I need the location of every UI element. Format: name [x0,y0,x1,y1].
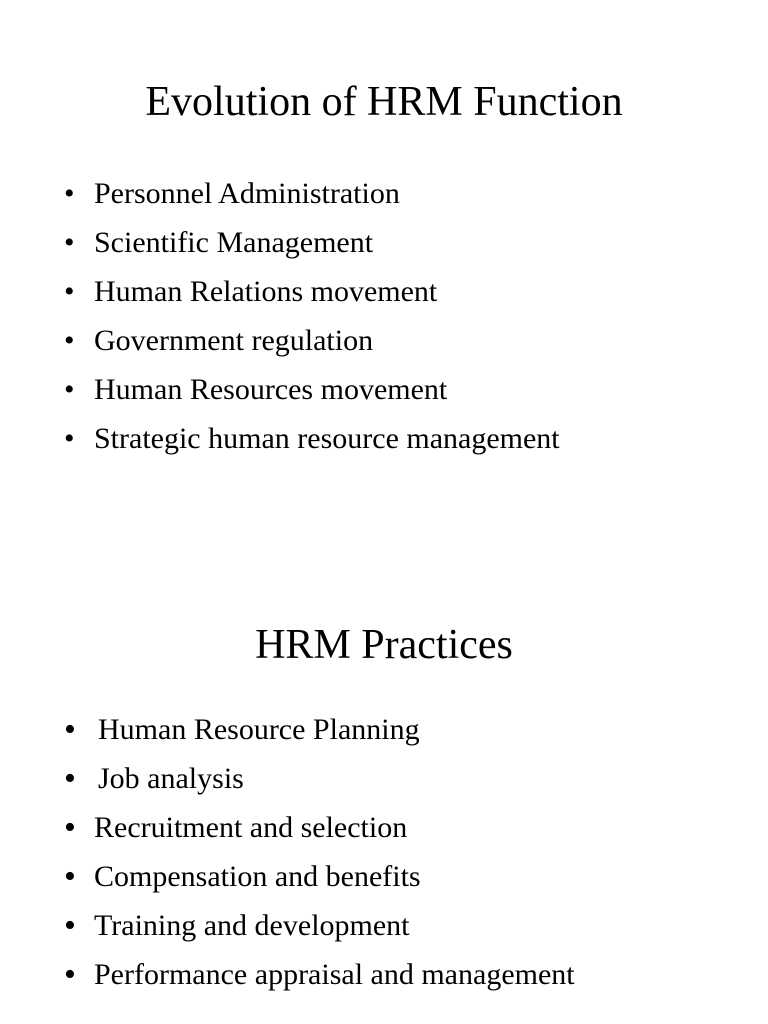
list-item-text: Human Resource Planning [98,713,420,746]
list-item [0,365,768,414]
list-item-text: Human Relations movement [94,275,438,308]
bullet-icon: • [64,177,75,210]
slide-hrm-practices [0,512,768,1024]
list-item [0,803,768,852]
list-item [0,169,768,218]
bullet-icon: • [64,956,76,993]
bullet-icon: • [64,858,76,895]
list-item-text: Scientific Management [94,226,374,259]
list-item-text: Training and development [94,909,410,942]
bullet-icon: • [64,226,75,259]
list-item-text: Performance appraisal and management [94,958,575,991]
list-item [0,218,768,267]
list-item [0,267,768,316]
bullet-icon: • [64,907,76,944]
list-item-text: Human Resources movement [94,373,448,406]
list-item-text: Recruitment and selection [94,811,408,844]
bullet-icon: • [64,422,75,455]
list-item [0,852,768,901]
list-item [0,950,768,999]
bullet-icon: • [64,373,75,406]
bullet-icon: • [64,324,75,357]
list-item-text: Compensation and benefits [94,860,421,893]
list-item [0,901,768,950]
bullet-icon: • [64,809,76,846]
bullet-icon: • [64,711,76,748]
list-item [0,705,768,754]
bullet-icon: • [64,760,76,797]
list-item-text: Personnel Administration [94,177,400,210]
list-item-text: Strategic human resource management [94,422,560,455]
slide-title: Evolution of HRM Function [145,79,623,125]
slide-title: HRM Practices [255,622,513,668]
bullet-icon: • [64,275,75,308]
bullet-list [0,705,768,999]
list-item [0,414,768,463]
list-item-text: Government regulation [94,324,374,357]
list-item-text: Job analysis [98,762,244,795]
list-item [0,316,768,365]
list-item [0,754,768,803]
bullet-list [0,169,768,463]
